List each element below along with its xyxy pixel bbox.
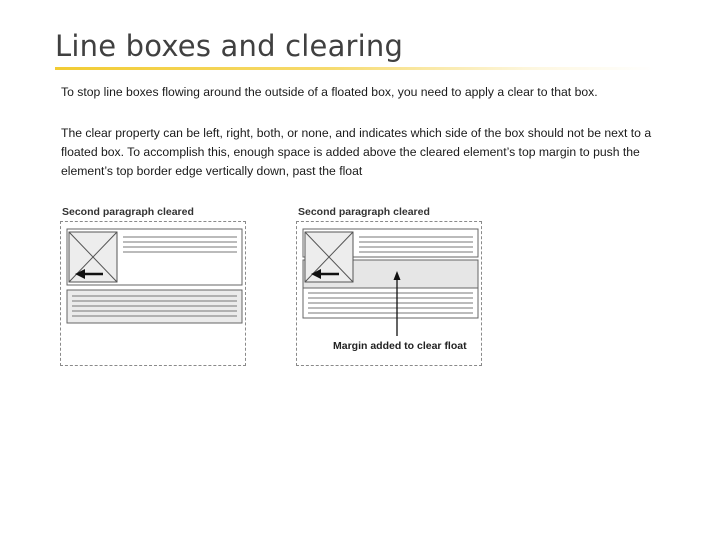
diagram-frame: [296, 221, 482, 366]
margin-annotation: Margin added to clear float: [333, 340, 467, 352]
diagram-second-paragraph-cleared: [60, 203, 246, 366]
diagram-caption: Second paragraph cleared: [62, 206, 194, 218]
diagram-caption: Second paragraph cleared: [298, 206, 430, 218]
diagram-second-paragraph-cleared-with-margin: [296, 203, 482, 366]
paragraph-clear-property: The clear property can be left, right, both, or none, and indicates which side of the box should not be next to a floated box. To accomplish this, enough space is added above the cleared element’s top margin to push the element’s top border edge vertically down, past the float: [61, 126, 652, 178]
diagram-frame: [60, 221, 246, 366]
floated-layout-illustration: [61, 222, 247, 367]
title-underline: [55, 67, 655, 70]
slide-title: Line boxes and clearing: [55, 29, 404, 63]
paragraph-intro: To stop line boxes flowing around the outside of a floated box, you need to apply a clear to that box.: [61, 85, 598, 99]
